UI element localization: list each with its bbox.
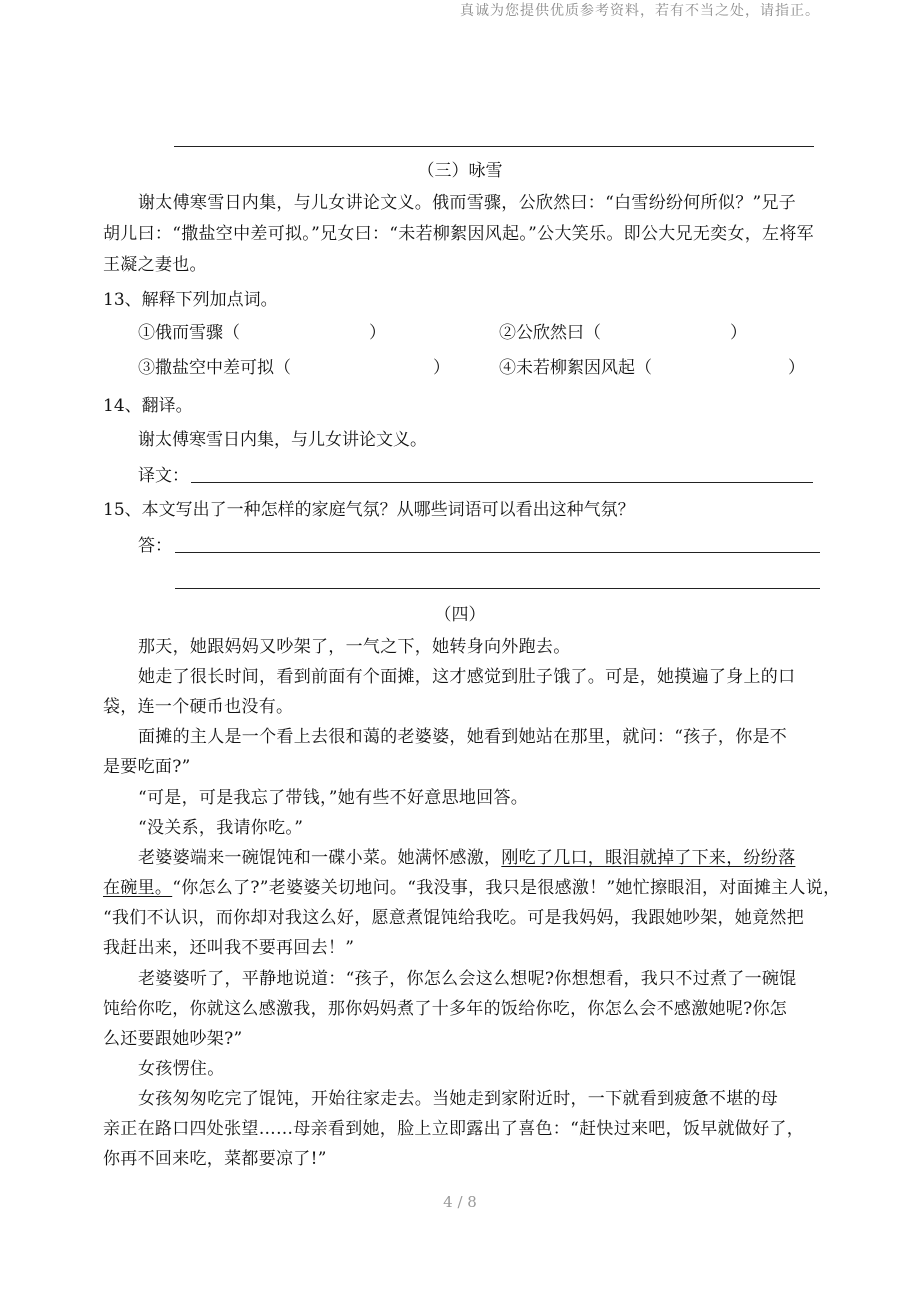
story-line: “我们不认识，而你却对我这么好，愿意煮馄饨给我吃。可是我妈妈，我跟她吵架，她竟然把	[103, 908, 804, 928]
q13-item-4: ④未若柳絮因风起（	[499, 358, 652, 378]
question-13-label: 13、解释下列加点词。	[103, 290, 278, 310]
story-line: 你再不回来吃，菜都要凉了!”	[103, 1149, 327, 1169]
q15-answer-line-2[interactable]	[175, 588, 820, 589]
story-line: “没关系，我请你吃。”	[138, 818, 304, 838]
q13-item-1: ①俄而雪骤（	[138, 323, 240, 343]
header-note: 真诚为您提供优质参考资料，若有不当之处，请指正。	[460, 3, 820, 19]
passage-line: 谢太傅寒雪日内集，与儿女讲论文义。俄而雪骤，公欣然曰：“白雪纷纷何所似？”兄子	[138, 193, 797, 213]
section-title-4: （四）	[434, 605, 486, 625]
q13-item-2-close: ）	[730, 323, 747, 343]
q15-answer-label: 答：	[138, 536, 172, 556]
story-line: 女孩匆匆吃完了馄饨，开始往家走去。当她走到家附近时，一下就看到疲惫不堪的母	[138, 1089, 779, 1109]
story-line: 袋，连一个硬币也没有。	[103, 697, 294, 717]
story-line: 面摊的主人是一个看上去很和蔼的老婆婆，她看到她站在那里，就问：“孩子，你是不	[138, 727, 788, 747]
underlined-sentence: 刚吃了几口，眼泪就掉了下来，纷纷落	[501, 848, 796, 868]
story-line	[103, 876, 840, 900]
q14-sentence: 谢太傅寒雪日内集，与儿女讲论文义。	[138, 430, 427, 450]
story-line: 是要吃面?”	[103, 757, 191, 777]
passage-line: 王凝之妻也。	[103, 255, 207, 275]
passage-line: 胡儿曰：“撒盐空中差可拟。”兄女曰：“未若柳絮因风起。”公大笑乐。即公大兄无奕女，左将军	[103, 224, 814, 244]
story-line-text: 老婆婆端来一碗馄饨和一碟小菜。她满怀感激，	[138, 848, 502, 868]
question-15-label: 15、本文写出了一种怎样的家庭气氛？从哪些词语可以看出这种气氛？	[103, 500, 635, 520]
q13-item-3: ③撒盐空中差可拟（	[138, 358, 291, 378]
page-number: 4 / 8	[443, 1193, 477, 1211]
story-line: “可是，可是我忘了带钱，”她有些不好意思地回答。	[138, 788, 529, 808]
story-line: 我赶出来，还叫我不要再回去！”	[103, 938, 355, 958]
story-line: 亲正在路口四处张望……母亲看到她，脸上立即露出了喜色：“赶快过来吧，饭早就做好了，	[103, 1119, 804, 1139]
q14-answer-label: 译文：	[138, 466, 189, 486]
q13-item-2: ②公欣然曰（	[499, 323, 601, 343]
story-line: 饨给你吃，你就这么感激我，那你妈妈煮了十多年的饭给你吃，你怎么会不感激她呢?你怎	[103, 999, 788, 1019]
story-line: 么还要跟她吵架?”	[103, 1029, 243, 1049]
q14-answer-line[interactable]	[191, 482, 813, 483]
question-14-label: 14、翻译。	[103, 396, 193, 416]
story-line: 老婆婆听了，平静地说道：“孩子，你怎么会这么想呢?你想想看，我只不过煮了一碗馄	[138, 969, 797, 989]
underlined-sentence-end: 在碗里。	[103, 878, 173, 898]
q13-item-1-close: ）	[369, 323, 386, 343]
story-line: 她走了很长时间，看到前面有个面摊，这才感觉到肚子饿了。可是，她摸遍了身上的口	[138, 667, 796, 687]
story-line-text: “你怎么了?”老婆婆关切地问。“我没事，我只是很感激！”她忙擦眼泪，对面摊主人说，	[172, 878, 841, 898]
top-divider	[174, 146, 814, 147]
story-line: 女孩愣住。	[138, 1059, 225, 1079]
story-line	[138, 846, 795, 870]
story-line: 那天，她跟妈妈又吵架了，一气之下，她转身向外跑去。	[138, 637, 571, 657]
q13-item-3-close: ）	[433, 358, 450, 378]
section-title-3: （三）咏雪	[417, 161, 503, 181]
q13-item-4-close: ）	[788, 358, 805, 378]
q15-answer-line-1[interactable]	[175, 552, 820, 553]
